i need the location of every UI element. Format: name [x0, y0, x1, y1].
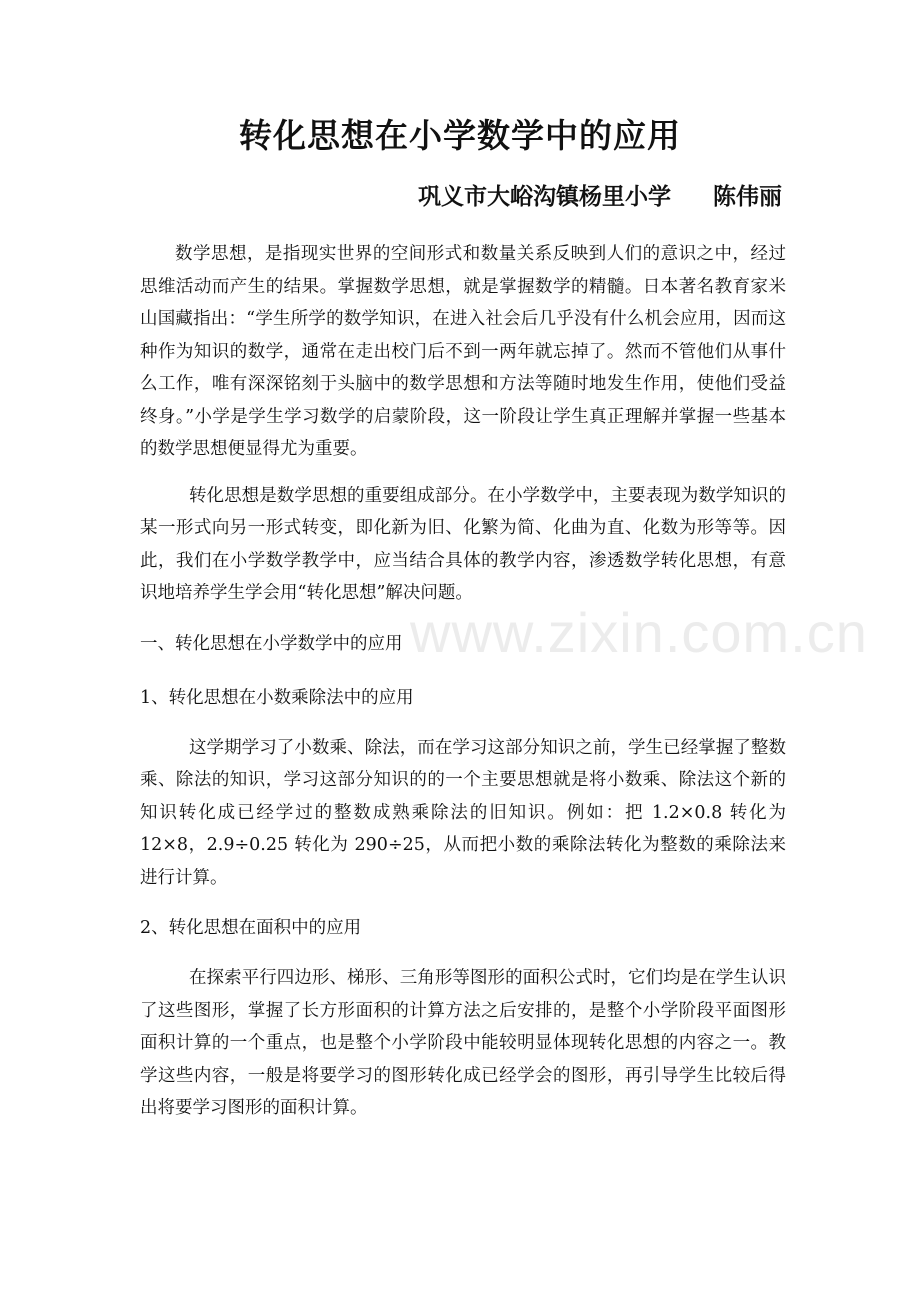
section-heading-1: 一、转化思想在小学数学中的应用 [140, 633, 403, 654]
document-title: 转化思想在小学数学中的应用 [239, 116, 681, 155]
paragraph-transformation-thought: 转化思想是数学思想的重要组成部分。在小学数学中，主要表现为数学知识的某一形式向另一形式转变，即化新为旧、化繁为简、化曲为直、化数为形等等。因此，我们在小学数学教学中，应当结合具体的教学内容，渗透数学转化思想，有意识地培养学生学会用“转化思想”解决问题。 [140, 485, 786, 603]
subsection-heading-1: 1、转化思想在小数乘除法中的应用 [140, 687, 414, 708]
watermark: www.zixin.com.cn [410, 601, 868, 664]
paragraph-intro: 数学思想，是指现实世界的空间形式和数量关系反映到人们的意识之中，经过思维活动而产生的结果。掌握数学思想，就是掌握数学的精髓。日本著名教育家米山国藏指出：“学生所学的数学知识，在进入社会后几乎没有什么机会应用，因而这种作为知识的数学，通常在走出校门后不到一两年就忘掉了。然而不管他们从事什么工作，唯有深深铭刻于头脑中的数学思想和方法等随时地发生作用，使他们受益终身。”小学是学生学习数学的启蒙阶段，这一阶段让学生真正理解并掌握一些基本的数学思想便显得尤为重要。 [140, 244, 786, 459]
author-line [418, 180, 782, 214]
paragraph-decimal-multiplication: 这学期学习了小数乘、除法，而在学习这部分知识之前，学生已经掌握了整数乘、除法的知识，学习这部分知识的的一个主要思想就是将小数乘、除法这个新的知识转化成已经学过的整数成熟乘除法的旧知识。例如：把 1.2×0.8 转化为 12×8，2.9÷0.25 转化为 290÷25，从而把小数的乘除法转化为整数的乘除法来进行计算。 [140, 737, 786, 888]
document-body [140, 238, 786, 1139]
author-name: 陈伟丽 [713, 184, 782, 210]
author-school: 巩义市大峪沟镇杨里小学 [418, 184, 671, 210]
paragraph-area: 在探索平行四边形、梯形、三角形等图形的面积公式时，它们均是在学生认识了这些图形，掌握了长方形面积的计算方法之后安排的，是整个小学阶段平面图形面积计算的一个重点，也是整个小学阶段中能较明显体现转化思想的内容之一。教学这些内容，一般是将要学习的图形转化成已经学会的图形，再引导学生比较后得出将要学习图形的面积计算。 [140, 968, 786, 1118]
subsection-heading-2: 2、转化思想在面积中的应用 [140, 918, 362, 938]
